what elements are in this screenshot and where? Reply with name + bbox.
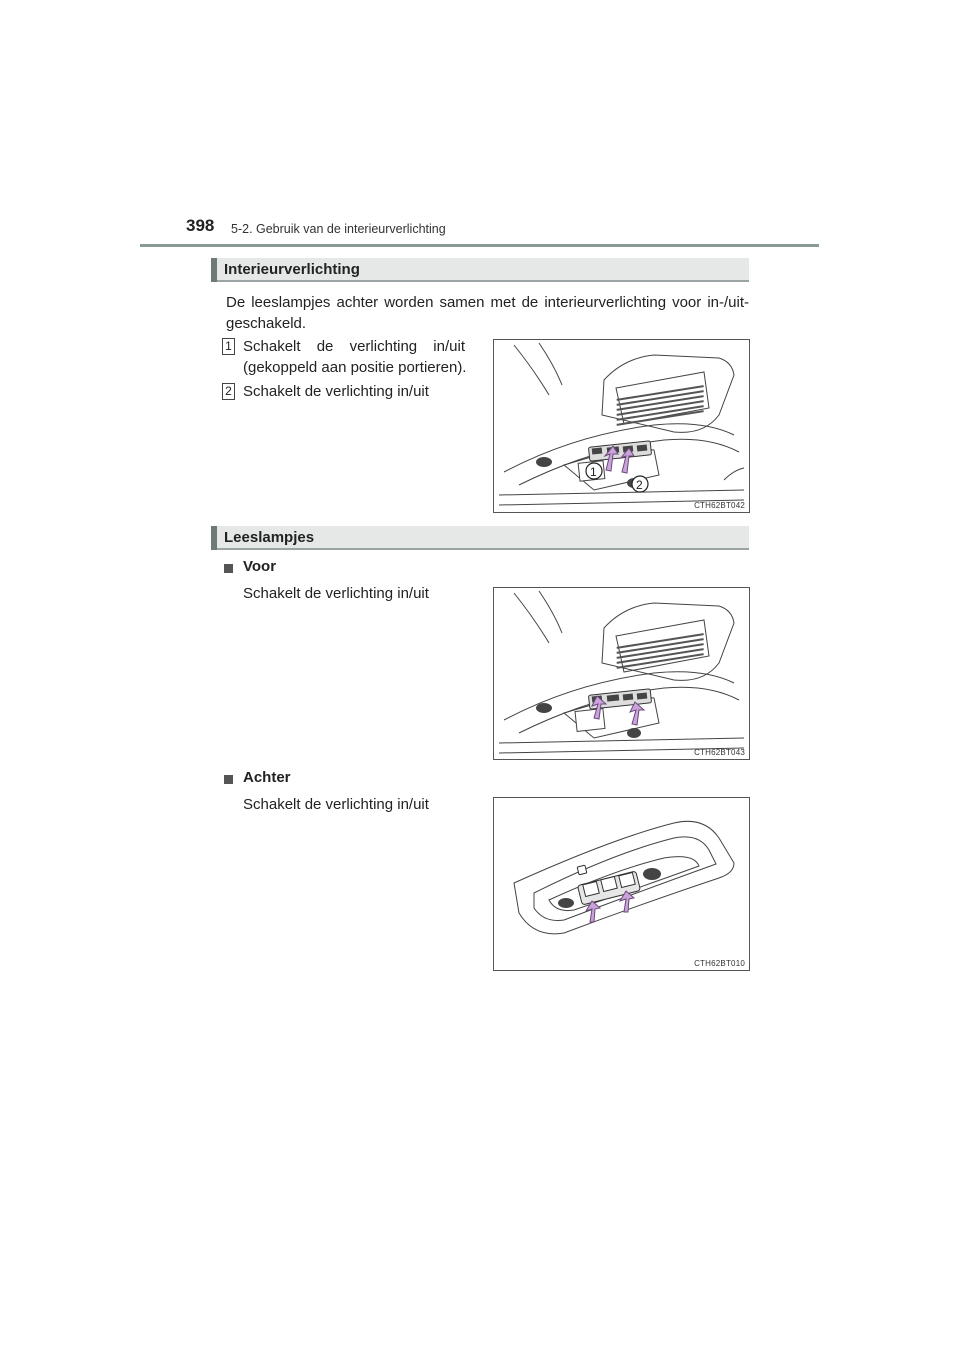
intro-line-2: geschakeld. (226, 315, 307, 332)
item-2-line-1: Schakelt de verlichting in/uit (243, 383, 429, 400)
section-title: Interieurverlichting (224, 261, 360, 278)
page-number: 398 (186, 216, 215, 235)
figure-rear-reading-lights (493, 797, 750, 971)
item-number-1: 1 (222, 338, 235, 355)
figure-front-reading-lights (493, 587, 750, 760)
front-console-illustration (494, 588, 749, 759)
section-heading-reading (211, 526, 749, 550)
section-title: Leeslampjes (224, 529, 315, 546)
front-description: Schakelt de verlichting in/uit (243, 585, 429, 602)
overhead-console-illustration (494, 340, 749, 512)
header-rule (140, 244, 819, 247)
figure-code: CTH62BT010 (694, 959, 745, 968)
figure-code: CTH62BT042 (694, 501, 745, 510)
section-accent (211, 258, 217, 282)
section-accent (211, 526, 217, 550)
bullet-square (224, 564, 233, 573)
bullet-square (224, 775, 233, 784)
rear-console-illustration (494, 798, 749, 970)
item-number-2: 2 (222, 383, 235, 400)
subsection-front: Voor (243, 558, 277, 575)
subsection-rear: Achter (243, 769, 291, 786)
figure-code: CTH62BT043 (694, 748, 745, 757)
item-1-line-1: Schakelt de verlichting in/uit (243, 338, 465, 355)
callout-2: 2 (636, 478, 643, 492)
intro-line-1: De leeslampjes achter worden samen met de interieurverlichting voor in-/uit- (226, 294, 749, 311)
callout-1: 1 (590, 465, 597, 479)
rear-description: Schakelt de verlichting in/uit (243, 796, 429, 813)
section-reference: 5-2. Gebruik van de interieurverlichting (231, 222, 446, 236)
item-1-line-2: (gekoppeld aan positie portieren). (243, 359, 467, 376)
section-heading-interior (211, 258, 749, 282)
figure-interior-light (493, 339, 750, 513)
